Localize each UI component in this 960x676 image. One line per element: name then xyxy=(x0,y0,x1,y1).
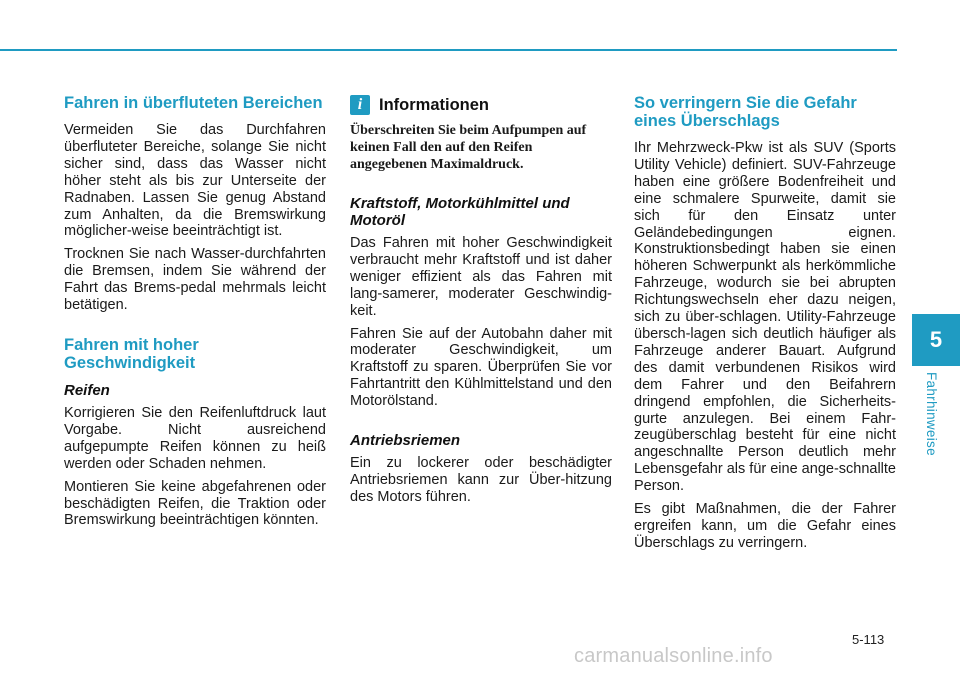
paragraph: Montieren Sie keine abgefahrenen oder beschädigten Reifen, die Traktion oder Bremswirkung beeinträchtigen könnten. xyxy=(64,478,326,529)
paragraph: Fahren Sie auf der Autobahn daher mit moderater Geschwindigkeit, um Kraftstoff zu sparen. Überprüfen Sie vor Fahrtantritt den Kühlmittelstand und den Motorölstand. xyxy=(350,325,612,410)
section-title-flooded-areas: Fahren in überfluteten Bereichen xyxy=(64,94,323,112)
paragraph: Korrigieren Sie den Reifenluftdruck laut Vorgabe. Nicht ausreichend aufgepumpte Reifen können zu heiß werden oder Schaden nehmen. xyxy=(64,404,326,472)
info-text: Überschreiten Sie beim Aufpumpen auf keinen Fall den auf den Reifen angegebenen Maximaldruck. xyxy=(350,123,587,172)
chapter-label: Fahrhinweise xyxy=(924,372,939,456)
info-header xyxy=(350,94,612,116)
paragraph: Vermeiden Sie das Durchfahren überfluteter Bereiche, solange Sie nicht sicher sind, dass das Wasser nicht höher steht als bis zur Unterseite der Radnaben. Lassen Sie genug Abstand zum Anhalten, da die Bremswirkung möglicher-weise beeinträchtigt ist. xyxy=(64,122,326,240)
page-number: 5-113 xyxy=(852,632,885,647)
top-rule xyxy=(0,49,897,51)
column-middle xyxy=(350,94,612,506)
paragraph: Ein zu lockerer oder beschädigter Antriebsriemen kann zur Über-hitzung des Motors führen. xyxy=(350,455,612,505)
paragraph: Trocknen Sie nach Wasser-durchfahrten die Bremsen, indem Sie während der Fahrt das Brems-pedal mehrmals leicht betätigen. xyxy=(64,246,326,314)
chapter-tab: 5 xyxy=(912,314,960,366)
subsection-title-drive-belt: Antriebsriemen xyxy=(350,432,461,450)
subsection-title-fuel-coolant-oil: Kraftstoff, Motorkühlmittel und Motoröl xyxy=(350,195,570,229)
column-left xyxy=(64,94,326,529)
info-icon: i xyxy=(350,95,370,115)
paragraph: Es gibt Maßnahmen, die der Fahrer ergreifen kann, um die Gefahr eines Überschlags zu verringern. xyxy=(634,501,896,551)
section-title-high-speed: Fahren mit hoher Geschwindigkeit xyxy=(64,335,199,372)
info-title: Informationen xyxy=(379,95,489,114)
paragraph: Ihr Mehrzweck-Pkw ist als SUV (Sports Utility Vehicle) definiert. SUV-Fahrzeuge haben eine größere Bodenfreiheit und eine schmalere Spurweite, damit sie sich für den Einsatz unter Geländebedingungen eignen. Konstruktionsbedingt haben sie einen höheren Schwerpunkt als herkömmliche Fahrzeuge, wodurch sie bei abrupten Richtungswechseln eher dazu neigen, sich zu über-schlagen. Utility-Fahrzeuge übersch-lagen sich deutlich häufiger als Fahrzeuge anderer Bauart. Aufgrund des damit verbundenen Risikos wird dem Fahrer und den Beifahrern dringend empfohlen, die Sicherheits-gurte anzulegen. Bei einem Fahr-zeugüberschlag besteht für eine nicht angeschnallte Person deutlich mehr Lebensgefahr als für eine ange-schnallte Person. xyxy=(634,140,896,495)
section-title-rollover: So verringern Sie die Gefahr eines Überschlags xyxy=(634,94,857,130)
column-right xyxy=(634,94,896,552)
paragraph: Das Fahren mit hoher Geschwindigkeit verbraucht mehr Kraftstoff und ist daher weniger effizient als das Fahren mit lang-samerer, moderater Geschwindig-keit. xyxy=(350,235,612,319)
subsection-title-tires: Reifen xyxy=(64,381,110,399)
watermark: carmanualsonline.info xyxy=(574,645,773,667)
